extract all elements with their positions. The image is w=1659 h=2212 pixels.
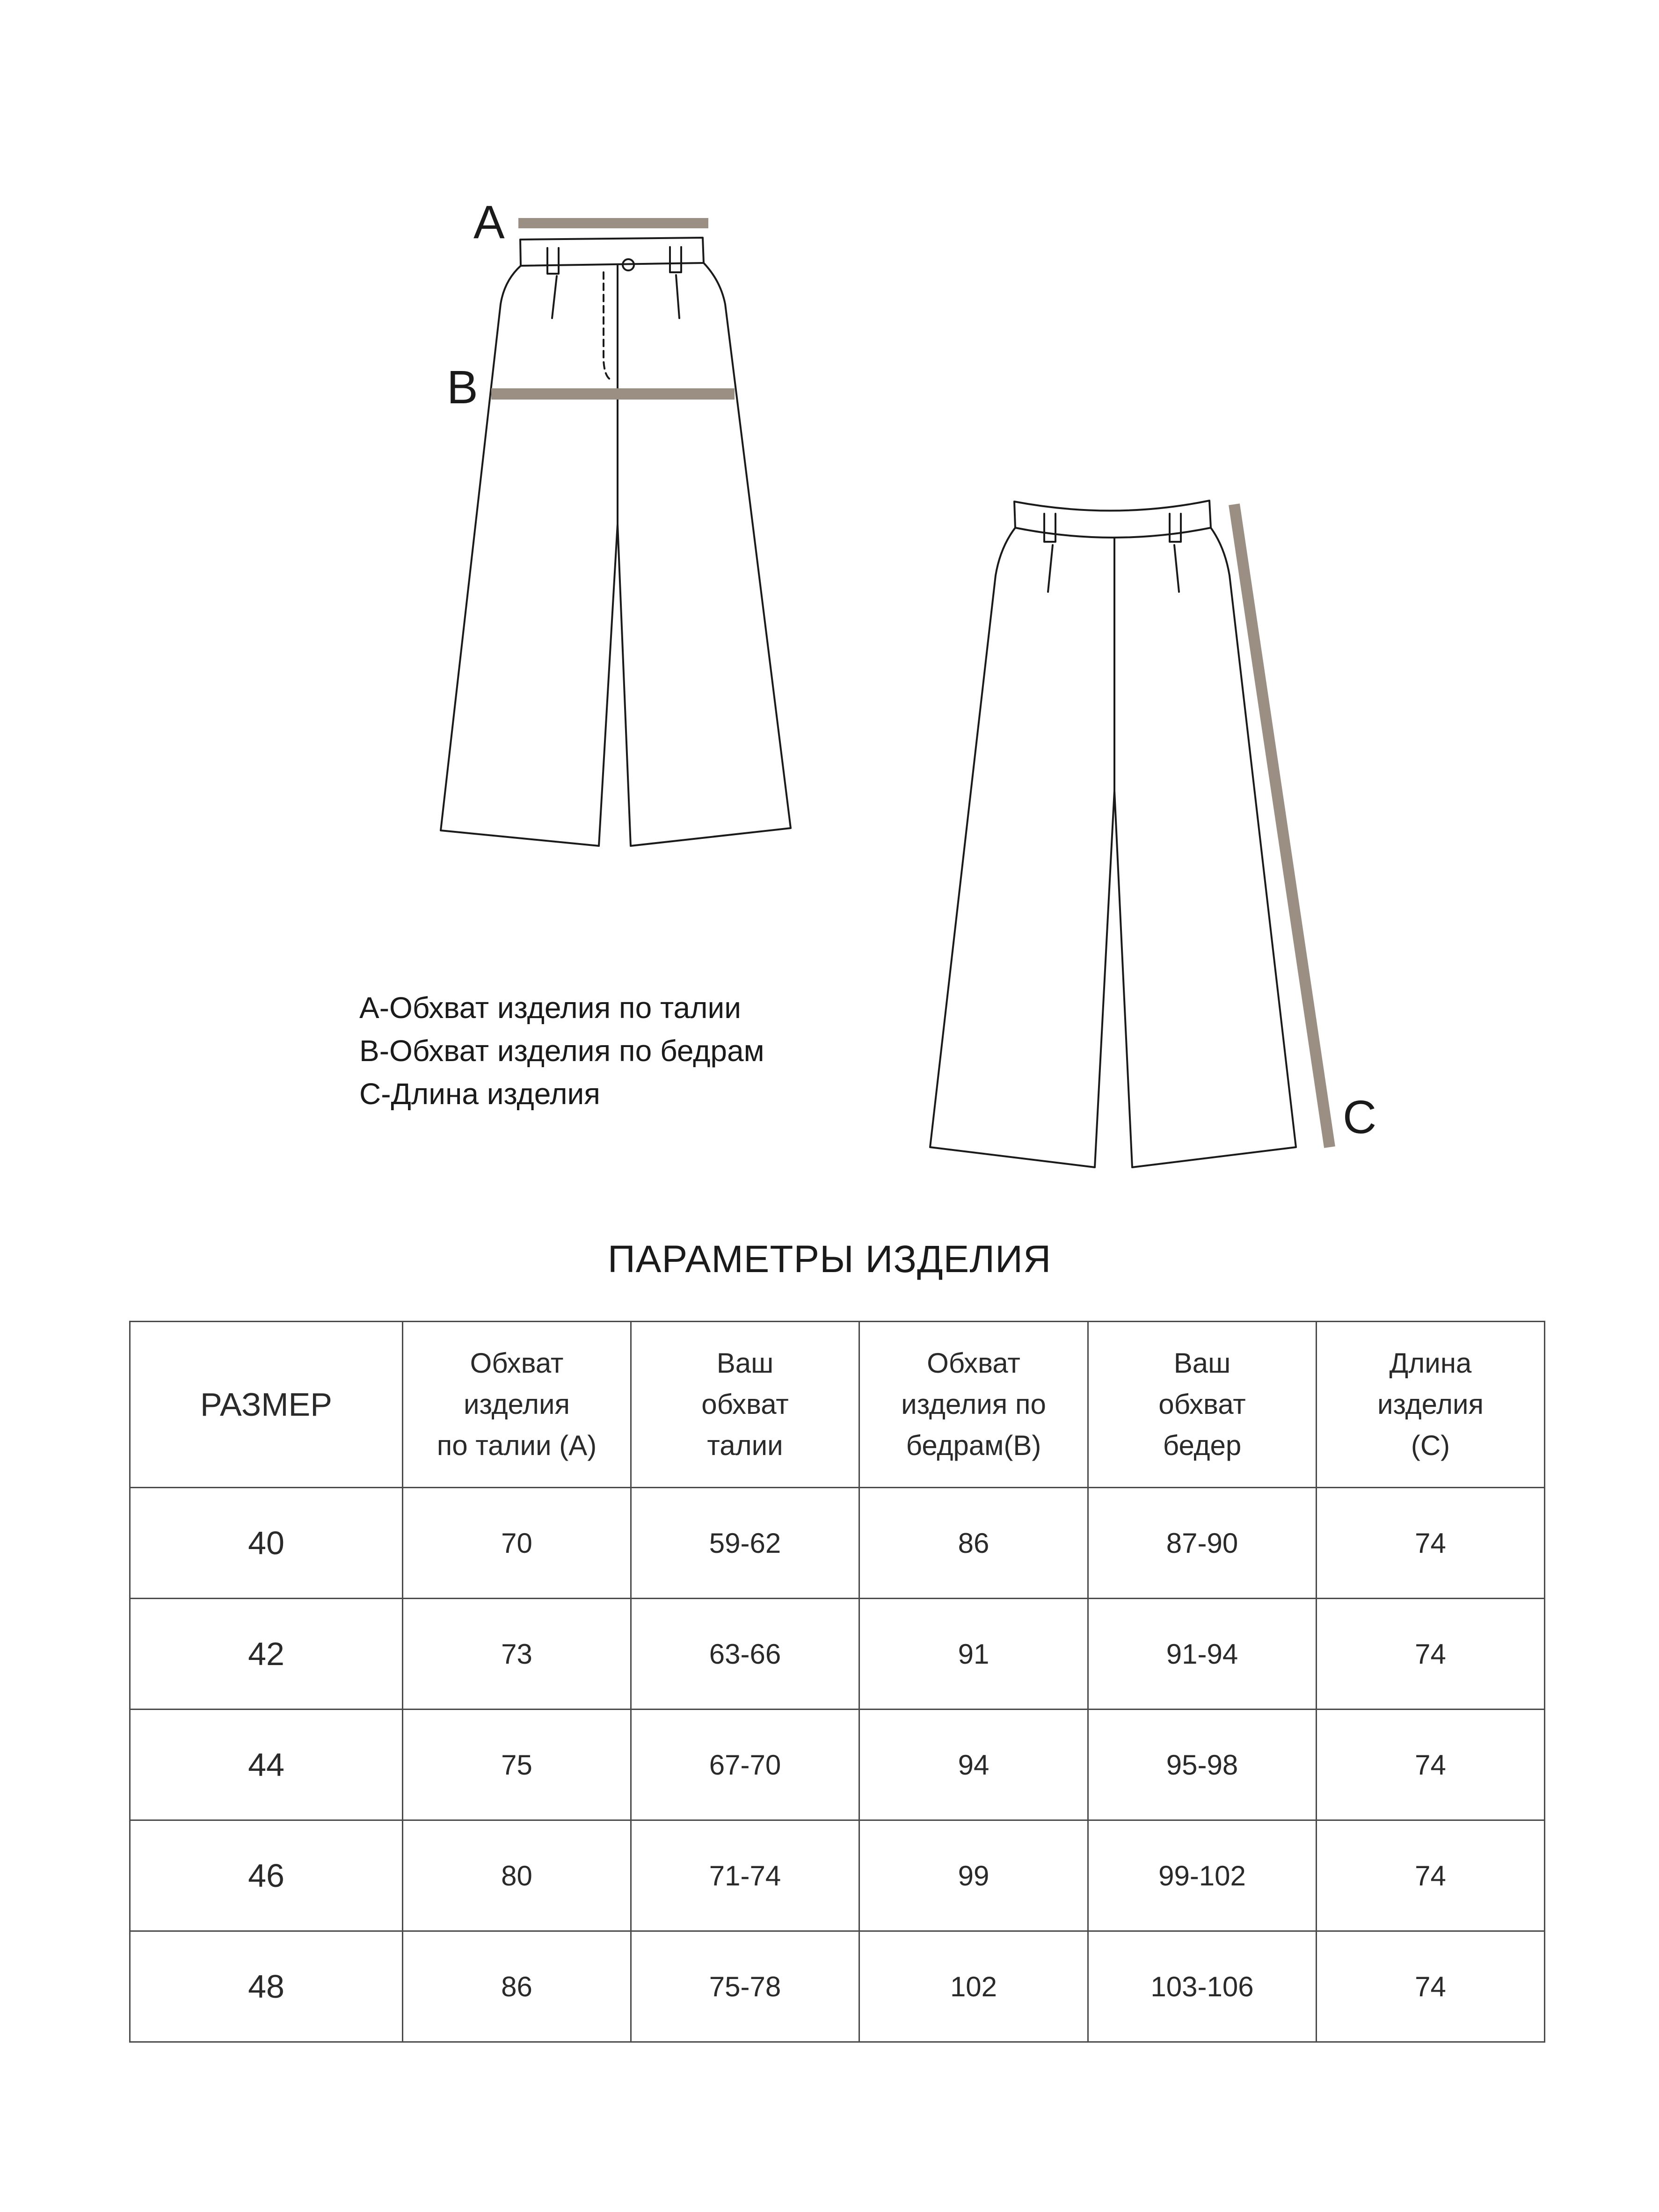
table-row [130, 1599, 1545, 1710]
header-size: РАЗМЕР [130, 1322, 403, 1488]
header-line: Длина [1389, 1347, 1472, 1379]
size-cell: 46 [130, 1820, 403, 1931]
waist-body-cell: 59-62 [631, 1488, 859, 1599]
waist-garment-cell: 75 [403, 1710, 631, 1820]
measure-line-b [491, 388, 735, 400]
measure-line-a [518, 218, 708, 228]
header-length [1317, 1322, 1545, 1488]
measure-label-a: A [473, 196, 505, 248]
table-row [130, 1820, 1545, 1931]
size-cell: 44 [130, 1710, 403, 1820]
waist-garment-cell: 70 [403, 1488, 631, 1599]
back-dart-left [1048, 545, 1053, 592]
header-line: Обхват [470, 1347, 564, 1379]
header-hips-body [1088, 1322, 1317, 1488]
header-line: бедер [1163, 1430, 1242, 1461]
back-belt-loop-right [1170, 514, 1181, 542]
header-waist-garment [403, 1322, 631, 1488]
header-line: бедрам(B) [906, 1430, 1041, 1461]
table-row [130, 1710, 1545, 1820]
length-cell: 74 [1317, 1488, 1545, 1599]
length-cell: 74 [1317, 1710, 1545, 1820]
table-row [130, 1488, 1545, 1599]
measure-label-c: C [1343, 1091, 1377, 1143]
table-title: ПАРАМЕТРЫ ИЗДЕЛИЯ [607, 1238, 1052, 1281]
header-line: обхват [701, 1389, 789, 1420]
waist-garment-cell: 73 [403, 1599, 631, 1710]
hips-garment-cell: 94 [859, 1710, 1088, 1820]
measure-label-b: B [447, 361, 478, 414]
length-cell: 74 [1317, 1820, 1545, 1931]
legend-item-c: C-Длина изделия [359, 1077, 600, 1111]
front-pleat-left [552, 276, 557, 318]
measure-line-c [1234, 504, 1330, 1147]
header-line: изделия по [901, 1389, 1046, 1420]
header-line: Ваш [1173, 1347, 1231, 1379]
size-cell: 40 [130, 1488, 403, 1599]
header-line: талии [707, 1430, 783, 1461]
front-right-leg [618, 263, 791, 846]
waist-body-cell: 67-70 [631, 1710, 859, 1820]
header-line: изделия [1377, 1389, 1484, 1420]
header-line: по талии (А) [437, 1430, 597, 1461]
size-table [129, 1321, 1545, 2043]
table-header-row [130, 1322, 1545, 1488]
table-row [130, 1931, 1545, 2042]
waist-body-cell: 71-74 [631, 1820, 859, 1931]
header-line: Ваш [716, 1347, 774, 1379]
length-cell: 74 [1317, 1931, 1545, 2042]
header-line: обхват [1158, 1389, 1246, 1420]
header-waist-body [631, 1322, 859, 1488]
front-pleat-right [676, 275, 679, 318]
size-cell: 42 [130, 1599, 403, 1710]
hips-garment-cell: 99 [859, 1820, 1088, 1931]
back-dart-right [1174, 545, 1179, 592]
header-line: (С) [1411, 1430, 1450, 1461]
hips-body-cell: 95-98 [1088, 1710, 1317, 1820]
hips-body-cell: 91-94 [1088, 1599, 1317, 1710]
header-line: изделия [463, 1389, 570, 1420]
back-right-leg [1114, 528, 1296, 1167]
waist-body-cell: 75-78 [631, 1931, 859, 2042]
waist-body-cell: 63-66 [631, 1599, 859, 1710]
measurement-legend [359, 986, 764, 1115]
size-cell: 48 [130, 1931, 403, 2042]
legend-item-a: A-Обхват изделия по талии [359, 991, 741, 1025]
front-view-trousers [441, 238, 791, 846]
front-fly-stitch [604, 272, 611, 380]
hips-body-cell: 87-90 [1088, 1488, 1317, 1599]
front-belt-loop-left [547, 248, 559, 274]
hips-garment-cell: 91 [859, 1599, 1088, 1710]
hips-garment-cell: 102 [859, 1931, 1088, 2042]
back-belt-loop-left [1044, 514, 1055, 542]
length-cell: 74 [1317, 1599, 1545, 1710]
front-left-leg [441, 266, 618, 846]
hips-garment-cell: 86 [859, 1488, 1088, 1599]
waist-garment-cell: 86 [403, 1931, 631, 2042]
legend-item-b: B-Обхват изделия по бедрам [359, 1034, 764, 1068]
hips-body-cell: 103-106 [1088, 1931, 1317, 2042]
waist-garment-cell: 80 [403, 1820, 631, 1931]
back-view-trousers [930, 501, 1296, 1167]
header-hips-garment [859, 1322, 1088, 1488]
hips-body-cell: 99-102 [1088, 1820, 1317, 1931]
header-line: Обхват [927, 1347, 1020, 1379]
front-belt-loop-right [670, 247, 681, 272]
back-left-leg [930, 528, 1114, 1167]
